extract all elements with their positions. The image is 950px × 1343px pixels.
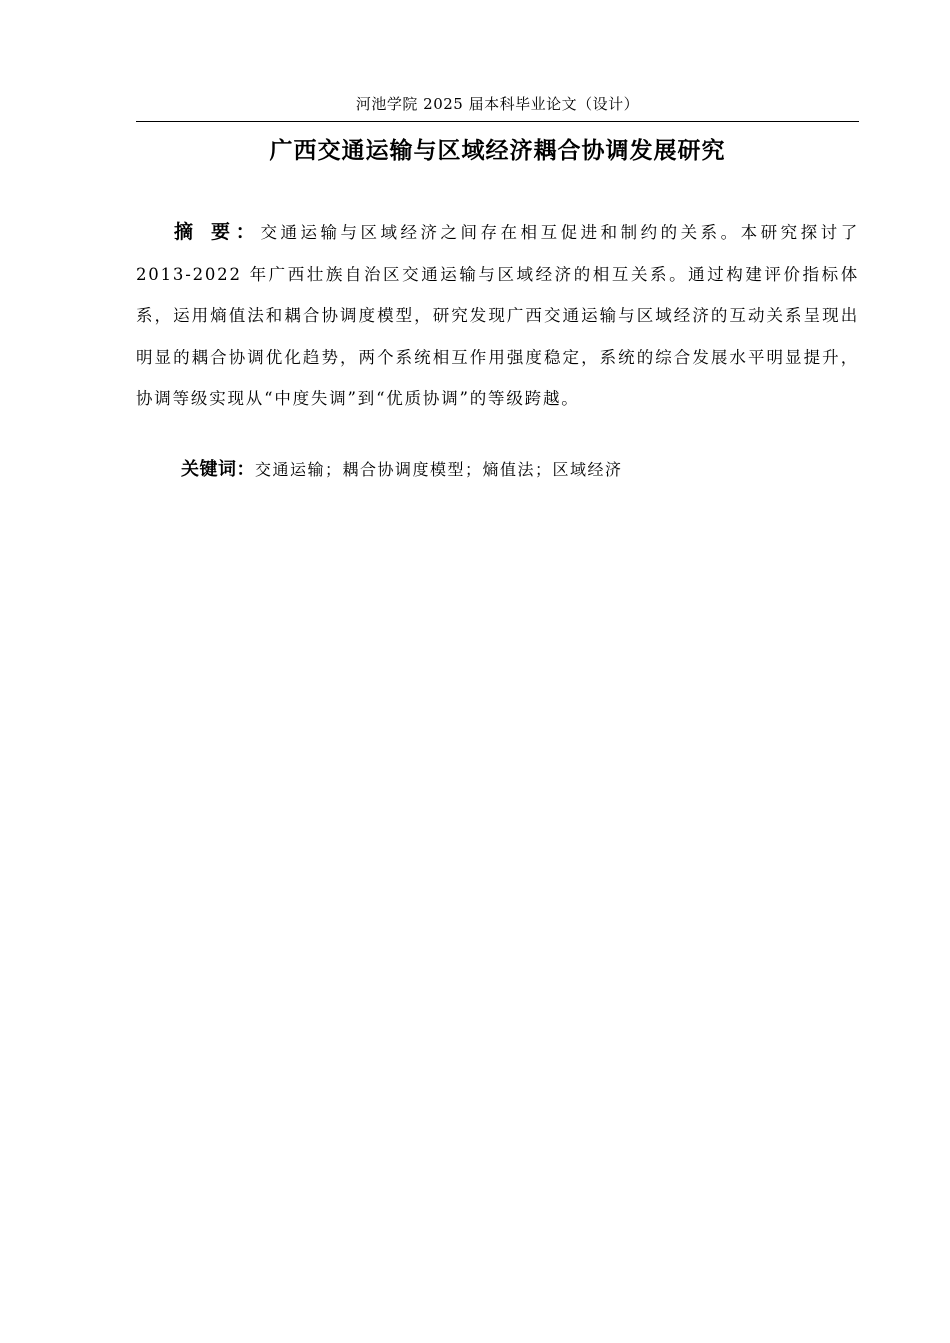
abstract-paragraph	[136, 212, 859, 420]
abstract-label: 摘 要：	[174, 221, 261, 243]
thesis-title: 广西交通运输与区域经济耦合协调发展研究	[269, 138, 726, 164]
keywords-label: 关键词：	[181, 459, 255, 480]
keywords-text: 交通运输；耦合协调度模型；熵值法；区域经济	[255, 460, 623, 479]
abstract-text: 交通运输与区域经济之间存在相互促进和制约的关系。本研究探讨了2013-2022 年广西壮族自治区交通运输与区域经济的相互关系。通过构建评价指标体系，运用熵值法和耦合协调度模型，研究发现广西交通运输与区域经济的互动关系呈现出明显的耦合协调优化趋势，两个系统相互作用强度稳定，系统的综合发展水平明显提升，协调等级实现从“中度失调”到“优质协调”的等级跨越。	[136, 223, 859, 408]
keywords-line	[181, 450, 859, 490]
header-divider	[136, 121, 859, 122]
running-header: 河池学院 2025 届本科毕业论文（设计）	[355, 95, 640, 113]
